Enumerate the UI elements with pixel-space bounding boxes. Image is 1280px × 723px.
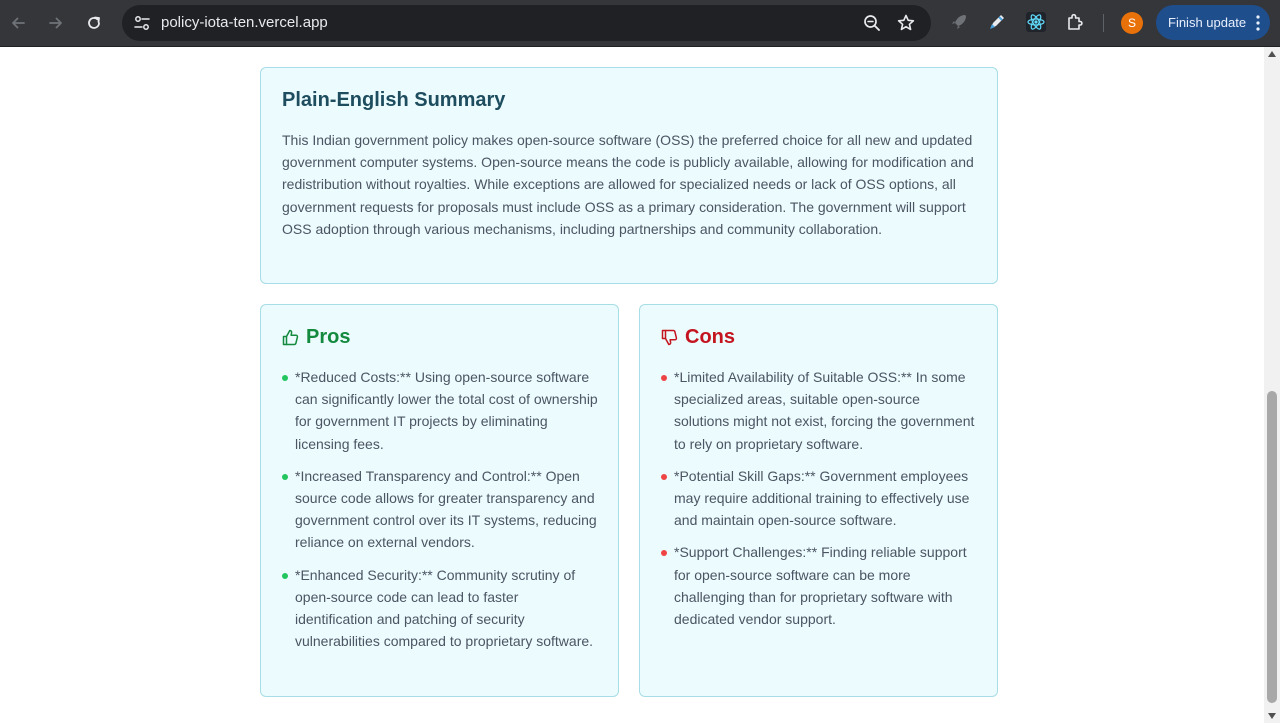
site-settings-icon[interactable] xyxy=(132,13,152,33)
rocket-extension-icon[interactable] xyxy=(948,11,970,33)
pros-list xyxy=(282,366,600,662)
bullet-dot xyxy=(282,375,288,381)
zoom-icon[interactable] xyxy=(862,13,882,33)
scroll-thumb[interactable] xyxy=(1267,391,1277,703)
bullet-dot xyxy=(661,375,667,381)
thumbs-up-icon xyxy=(282,329,299,346)
list-item xyxy=(282,564,600,653)
bullet-dot xyxy=(661,550,667,556)
thumbs-down-icon xyxy=(661,329,678,346)
browser-toolbar xyxy=(0,0,1280,47)
bullet-dot xyxy=(282,573,288,579)
toolbar-divider xyxy=(1103,14,1104,32)
address-bar[interactable] xyxy=(122,5,931,41)
pros-heading xyxy=(282,325,350,349)
scroll-down-arrow-icon[interactable] xyxy=(1268,713,1276,719)
list-item xyxy=(282,465,600,554)
react-extension-icon[interactable] xyxy=(1025,11,1047,33)
con-item-text: *Limited Availability of Suitable OSS:** In some specialized areas, suitable open-source solutions might not exist, forcing the government to rely on proprietary software. xyxy=(674,369,975,452)
bullet-dot xyxy=(282,474,288,480)
list-item xyxy=(661,541,979,630)
pen-extension-icon[interactable] xyxy=(986,11,1008,33)
back-button[interactable] xyxy=(5,10,31,36)
finish-update-button[interactable] xyxy=(1156,5,1270,40)
con-item-text: *Support Challenges:** Finding reliable support for open-source software can be more challenging than for proprietary software with dedicated vendor support. xyxy=(674,544,967,628)
forward-arrow-icon xyxy=(48,15,64,31)
pros-card xyxy=(260,304,619,697)
list-item xyxy=(282,366,600,455)
pros-title: Pros xyxy=(306,326,351,348)
reload-icon xyxy=(86,15,102,31)
cons-card xyxy=(639,304,998,697)
cons-heading xyxy=(661,325,735,349)
bookmark-star-icon[interactable] xyxy=(896,13,916,33)
list-item xyxy=(661,366,979,455)
reload-button[interactable] xyxy=(81,10,107,36)
summary-card xyxy=(260,67,998,284)
cons-title: Cons xyxy=(685,326,735,348)
more-vert-icon xyxy=(1256,15,1260,31)
back-arrow-icon xyxy=(10,15,26,31)
finish-update-label: Finish update xyxy=(1168,15,1247,30)
cons-list xyxy=(661,366,979,640)
forward-button[interactable] xyxy=(43,10,69,36)
summary-text: This Indian government policy makes open-source software (OSS) the preferred choice for all new and updated government computer systems. Open-source means the code is publicly available, allowing for modification and redistribution without royalties. While exceptions are allowed for specialized needs or lack of OSS options, all government requests for proposals must include OSS as a primary consideration. The government will support OSS adoption through various mechanisms, including partnerships and community collaboration. xyxy=(282,132,974,237)
con-item-text: *Potential Skill Gaps:** Government employees may require additional training to effectively use and maintain open-source software. xyxy=(674,467,970,529)
list-item xyxy=(661,465,979,532)
scroll-up-arrow-icon[interactable] xyxy=(1268,51,1276,57)
page-scrollbar[interactable] xyxy=(1264,47,1280,723)
bullet-dot xyxy=(661,474,667,480)
extensions-puzzle-icon[interactable] xyxy=(1064,11,1086,33)
summary-title: Plain-English Summary xyxy=(282,89,506,111)
page-viewport xyxy=(0,47,1264,723)
url-text[interactable]: policy-iota-ten.vercel.app xyxy=(161,14,328,31)
pro-item-text: *Increased Transparency and Control:** Open source code allows for greater transparency and government control over its IT systems, reducing reliance on external vendors. xyxy=(295,467,597,551)
pro-item-text: *Enhanced Security:** Community scrutiny of open-source code can lead to faster identification and patching of security vulnerabilities compared to proprietary software. xyxy=(295,566,594,650)
profile-avatar[interactable]: S xyxy=(1121,12,1143,34)
pro-item-text: *Reduced Costs:** Using open-source software can significantly lower the total cost of ownership for government IT projects by eliminating licensing fees. xyxy=(295,369,598,452)
